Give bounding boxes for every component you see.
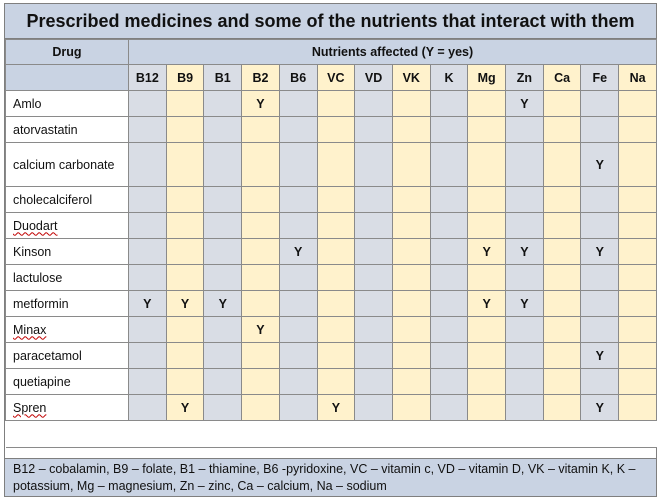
interaction-cell-ca	[543, 213, 581, 239]
interaction-cell-b1	[204, 117, 242, 143]
drug-name-cell	[6, 239, 129, 265]
interaction-cell-k	[430, 91, 468, 117]
interaction-cell-na	[619, 265, 657, 291]
nutrient-header-b2: B2	[242, 65, 280, 91]
drug-name: paracetamol	[13, 348, 82, 363]
interaction-cell-vd	[355, 91, 393, 117]
interaction-cell-b12	[129, 395, 167, 421]
interaction-cell-b6	[279, 395, 317, 421]
interaction-cell-ca	[543, 117, 581, 143]
table-row	[6, 291, 657, 317]
interaction-cell-fe	[581, 369, 619, 395]
interaction-cell-vc	[317, 187, 355, 213]
interaction-cell-fe	[581, 291, 619, 317]
interaction-cell-b6	[279, 187, 317, 213]
interaction-cell-zn	[506, 317, 544, 343]
interaction-cell-k	[430, 213, 468, 239]
interaction-cell-vd	[355, 239, 393, 265]
interaction-cell-na	[619, 395, 657, 421]
nutrient-header-row	[6, 65, 657, 91]
nutrient-header-b6: B6	[279, 65, 317, 91]
interaction-cell-b2	[242, 239, 280, 265]
interaction-cell-b12	[129, 317, 167, 343]
drug-name: Duodart	[13, 218, 58, 233]
interaction-cell-b12	[129, 343, 167, 369]
interaction-cell-na	[619, 91, 657, 117]
interaction-cell-na	[619, 343, 657, 369]
interaction-cell-vd	[355, 265, 393, 291]
drug-header-blank	[6, 65, 129, 91]
interaction-cell-b1	[204, 187, 242, 213]
interaction-cell-b2	[242, 395, 280, 421]
interaction-cell-b2	[242, 117, 280, 143]
interaction-cell-zn	[506, 187, 544, 213]
table-row	[6, 265, 657, 291]
interaction-cell-ca	[543, 343, 581, 369]
interaction-cell-b9	[166, 317, 204, 343]
interaction-cell-b9	[166, 265, 204, 291]
drug-name: Kinson	[13, 244, 52, 259]
nutrient-header-ca: Ca	[543, 65, 581, 91]
interaction-cell-b6	[279, 369, 317, 395]
interaction-cell-b1: Y	[204, 291, 242, 317]
interaction-cell-zn: Y	[506, 239, 544, 265]
interaction-cell-vk	[392, 343, 430, 369]
interaction-cell-vk	[392, 317, 430, 343]
interaction-cell-b9	[166, 369, 204, 395]
interaction-cell-zn	[506, 369, 544, 395]
nutrient-interaction-table-document	[4, 3, 657, 497]
interaction-cell-ca	[543, 369, 581, 395]
interaction-cell-mg	[468, 369, 506, 395]
drug-name-cell	[6, 369, 129, 395]
interaction-cell-na	[619, 291, 657, 317]
drug-name: Spren	[13, 400, 47, 415]
interaction-cell-b12	[129, 369, 167, 395]
interaction-cell-zn	[506, 343, 544, 369]
interaction-cell-b6	[279, 291, 317, 317]
drug-name-cell	[6, 265, 129, 291]
interaction-cell-vd	[355, 213, 393, 239]
interaction-cell-b12	[129, 91, 167, 117]
interaction-cell-vc	[317, 239, 355, 265]
interaction-cell-vc	[317, 143, 355, 187]
drug-name: atorvastatin	[13, 122, 78, 137]
interaction-cell-b9: Y	[166, 291, 204, 317]
nutrient-header-k: K	[430, 65, 468, 91]
interaction-cell-b9	[166, 143, 204, 187]
interaction-cell-zn: Y	[506, 91, 544, 117]
interaction-cell-b1	[204, 91, 242, 117]
interaction-cell-b9	[166, 187, 204, 213]
drug-name: calcium carbonate	[13, 157, 115, 172]
drug-name: Minax	[13, 322, 47, 337]
interaction-cell-ca	[543, 187, 581, 213]
interaction-cell-zn	[506, 265, 544, 291]
interaction-cell-b9	[166, 117, 204, 143]
interaction-cell-b1	[204, 239, 242, 265]
interaction-cell-mg	[468, 213, 506, 239]
interaction-cell-na	[619, 317, 657, 343]
interaction-cell-b6	[279, 91, 317, 117]
interaction-cell-vk	[392, 117, 430, 143]
drug-name: Amlo	[13, 96, 42, 111]
interaction-cell-fe: Y	[581, 395, 619, 421]
interaction-cell-b9	[166, 91, 204, 117]
interaction-cell-b2	[242, 143, 280, 187]
interaction-cell-mg	[468, 143, 506, 187]
drug-column-header: Drug	[6, 40, 129, 65]
interaction-cell-b2	[242, 213, 280, 239]
interaction-cell-fe: Y	[581, 239, 619, 265]
drug-name: quetiapine	[13, 374, 71, 389]
interaction-cell-b12: Y	[129, 291, 167, 317]
interaction-cell-b12	[129, 143, 167, 187]
interaction-cell-b9: Y	[166, 395, 204, 421]
interaction-cell-vc	[317, 343, 355, 369]
interaction-cell-fe	[581, 213, 619, 239]
interaction-cell-k	[430, 187, 468, 213]
interaction-cell-ca	[543, 143, 581, 187]
interaction-cell-k	[430, 317, 468, 343]
drug-name-cell	[6, 317, 129, 343]
interaction-cell-mg	[468, 343, 506, 369]
nutrient-header-vd: VD	[355, 65, 393, 91]
interaction-cell-vd	[355, 317, 393, 343]
interaction-cell-zn	[506, 143, 544, 187]
interaction-cell-vk	[392, 213, 430, 239]
interaction-cell-na	[619, 369, 657, 395]
interaction-cell-na	[619, 143, 657, 187]
drug-name-cell	[6, 143, 129, 187]
interaction-cell-na	[619, 187, 657, 213]
interaction-cell-vk	[392, 395, 430, 421]
table-row	[6, 213, 657, 239]
interaction-cell-b2	[242, 291, 280, 317]
interaction-cell-b6	[279, 265, 317, 291]
interaction-cell-b6	[279, 143, 317, 187]
interaction-cell-b1	[204, 395, 242, 421]
interaction-cell-b2: Y	[242, 91, 280, 117]
interaction-cell-b2	[242, 369, 280, 395]
table-row	[6, 395, 657, 421]
interaction-cell-ca	[543, 395, 581, 421]
interaction-cell-k	[430, 239, 468, 265]
interaction-cell-vc	[317, 117, 355, 143]
interaction-table	[5, 39, 657, 448]
interaction-cell-zn: Y	[506, 291, 544, 317]
interaction-cell-zn	[506, 213, 544, 239]
interaction-cell-mg	[468, 187, 506, 213]
table-row	[6, 239, 657, 265]
interaction-cell-mg: Y	[468, 291, 506, 317]
interaction-cell-fe	[581, 187, 619, 213]
drug-name-cell	[6, 91, 129, 117]
interaction-cell-b6	[279, 213, 317, 239]
table-row	[6, 187, 657, 213]
interaction-cell-mg	[468, 91, 506, 117]
interaction-cell-ca	[543, 317, 581, 343]
empty-row	[6, 421, 657, 448]
table-row	[6, 143, 657, 187]
drug-name-cell	[6, 187, 129, 213]
empty-cell	[6, 421, 657, 448]
drug-name-cell	[6, 291, 129, 317]
interaction-cell-b12	[129, 265, 167, 291]
nutrients-affected-header: Nutrients affected (Y = yes)	[129, 40, 657, 65]
drug-name: cholecalciferol	[13, 192, 93, 207]
interaction-cell-na	[619, 239, 657, 265]
interaction-cell-b1	[204, 265, 242, 291]
interaction-cell-na	[619, 213, 657, 239]
interaction-cell-b1	[204, 343, 242, 369]
interaction-cell-fe	[581, 91, 619, 117]
interaction-cell-vc	[317, 265, 355, 291]
interaction-cell-k	[430, 117, 468, 143]
interaction-cell-vc	[317, 91, 355, 117]
interaction-cell-b6	[279, 343, 317, 369]
interaction-cell-na	[619, 117, 657, 143]
interaction-cell-k	[430, 369, 468, 395]
table-row	[6, 369, 657, 395]
interaction-cell-b12	[129, 187, 167, 213]
interaction-cell-mg	[468, 395, 506, 421]
table-row	[6, 317, 657, 343]
interaction-cell-b9	[166, 213, 204, 239]
interaction-cell-b9	[166, 343, 204, 369]
nutrient-header-na: Na	[619, 65, 657, 91]
interaction-cell-fe	[581, 117, 619, 143]
drug-name-cell	[6, 395, 129, 421]
interaction-cell-ca	[543, 265, 581, 291]
drug-name: lactulose	[13, 270, 63, 285]
interaction-cell-vd	[355, 395, 393, 421]
interaction-cell-zn	[506, 395, 544, 421]
interaction-cell-b12	[129, 117, 167, 143]
nutrient-header-zn: Zn	[506, 65, 544, 91]
table-title: Prescribed medicines and some of the nutrients that interact with them	[5, 4, 656, 39]
interaction-cell-vk	[392, 91, 430, 117]
drug-name-cell	[6, 213, 129, 239]
drug-name-cell	[6, 117, 129, 143]
interaction-cell-vc: Y	[317, 395, 355, 421]
interaction-cell-b2: Y	[242, 317, 280, 343]
nutrient-header-mg: Mg	[468, 65, 506, 91]
table-row	[6, 117, 657, 143]
interaction-cell-ca	[543, 239, 581, 265]
table-body	[6, 91, 657, 448]
interaction-cell-vc	[317, 369, 355, 395]
interaction-cell-b1	[204, 317, 242, 343]
interaction-cell-b1	[204, 143, 242, 187]
nutrient-header-fe: Fe	[581, 65, 619, 91]
interaction-cell-vk	[392, 187, 430, 213]
interaction-cell-b1	[204, 369, 242, 395]
interaction-cell-b6	[279, 117, 317, 143]
interaction-cell-b12	[129, 213, 167, 239]
interaction-cell-vk	[392, 265, 430, 291]
interaction-cell-b2	[242, 265, 280, 291]
legend-text: B12 – cobalamin, B9 – folate, B1 – thiamine, B6 -pyridoxine, VC – vitamin c, VD – vitamin D, VK – vitamin K, K – potassium, Mg – magnesium, Zn – zinc, Ca – calcium, Na – sodium	[5, 458, 656, 496]
drug-name-cell	[6, 343, 129, 369]
interaction-cell-b6: Y	[279, 239, 317, 265]
interaction-cell-k	[430, 343, 468, 369]
interaction-cell-fe: Y	[581, 343, 619, 369]
interaction-cell-fe: Y	[581, 143, 619, 187]
interaction-cell-vk	[392, 369, 430, 395]
nutrient-header-vc: VC	[317, 65, 355, 91]
nutrient-header-b9: B9	[166, 65, 204, 91]
interaction-cell-vk	[392, 143, 430, 187]
interaction-cell-vc	[317, 213, 355, 239]
interaction-cell-vd	[355, 143, 393, 187]
nutrient-header-vk: VK	[392, 65, 430, 91]
interaction-cell-vc	[317, 291, 355, 317]
nutrient-header-b1: B1	[204, 65, 242, 91]
interaction-cell-vk	[392, 291, 430, 317]
interaction-cell-fe	[581, 265, 619, 291]
interaction-cell-b2	[242, 187, 280, 213]
interaction-cell-k	[430, 291, 468, 317]
nutrient-header-b12: B12	[129, 65, 167, 91]
interaction-cell-k	[430, 143, 468, 187]
header-row-1	[6, 40, 657, 65]
interaction-cell-ca	[543, 91, 581, 117]
interaction-cell-b9	[166, 239, 204, 265]
drug-name: metformin	[13, 296, 69, 311]
interaction-cell-k	[430, 265, 468, 291]
interaction-cell-vd	[355, 187, 393, 213]
interaction-cell-b6	[279, 317, 317, 343]
interaction-cell-mg: Y	[468, 239, 506, 265]
interaction-cell-mg	[468, 265, 506, 291]
table-row	[6, 91, 657, 117]
table-row	[6, 343, 657, 369]
interaction-cell-k	[430, 395, 468, 421]
interaction-cell-vc	[317, 317, 355, 343]
interaction-cell-vd	[355, 369, 393, 395]
interaction-cell-b1	[204, 213, 242, 239]
interaction-cell-fe	[581, 317, 619, 343]
interaction-cell-vk	[392, 239, 430, 265]
interaction-cell-zn	[506, 117, 544, 143]
interaction-cell-mg	[468, 317, 506, 343]
interaction-cell-b2	[242, 343, 280, 369]
interaction-cell-vd	[355, 117, 393, 143]
interaction-cell-b12	[129, 239, 167, 265]
interaction-cell-vd	[355, 291, 393, 317]
interaction-cell-vd	[355, 343, 393, 369]
interaction-cell-mg	[468, 117, 506, 143]
interaction-cell-ca	[543, 291, 581, 317]
